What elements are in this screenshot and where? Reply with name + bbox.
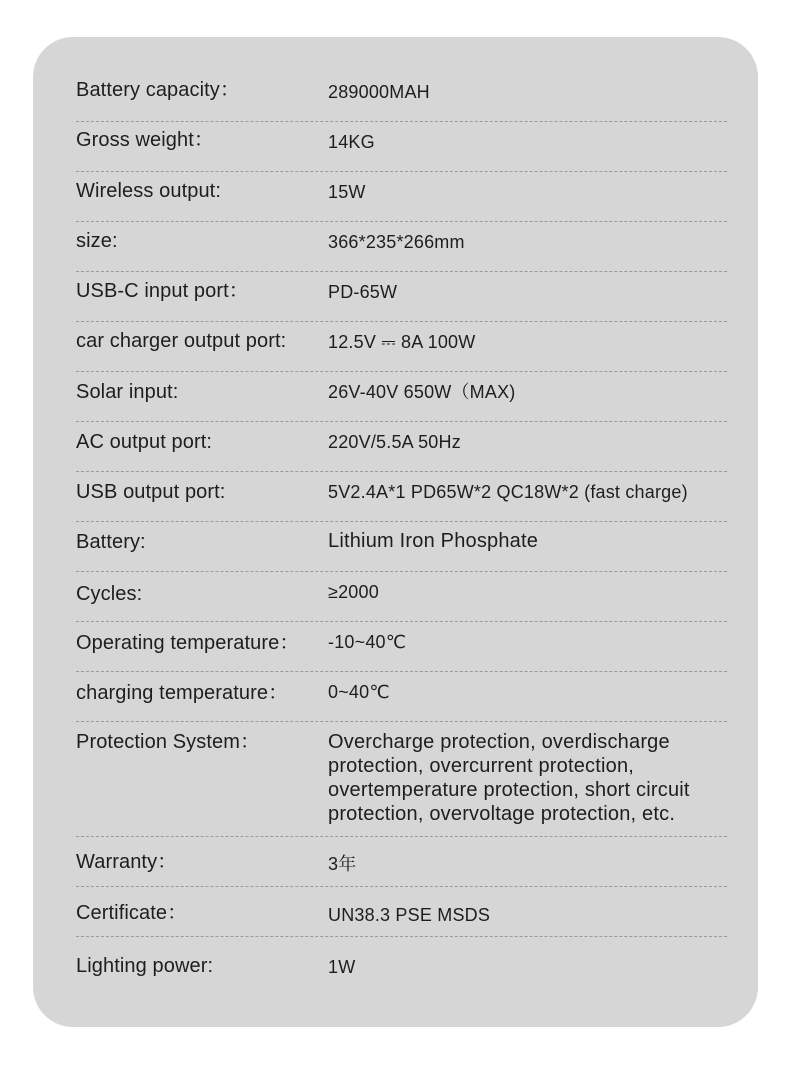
spec-label: Protection System： [76,731,261,753]
spec-row-charging-temperature [76,671,727,722]
spec-row-usb-c-input [76,271,727,322]
spec-label: USB-C input port： [76,280,249,302]
spec-label: Wireless output: [76,180,221,202]
spec-value: 0~40℃ [328,682,390,702]
spec-row-battery-capacity [76,71,727,122]
spec-value: 289000MAH [328,82,430,102]
spec-label: car charger output port: [76,330,287,352]
spec-row-size [76,221,727,272]
spec-value: -10~40℃ [328,632,407,652]
spec-card [33,37,758,1027]
spec-value: 3年 [328,854,357,874]
spec-value: 366*235*266mm [328,232,465,252]
spec-value: 12.5V ⎓ 8A 100W [328,332,476,352]
spec-row-ac-output [76,421,727,472]
spec-label: Operating temperature： [76,632,300,654]
spec-label: USB output port: [76,481,226,503]
spec-label: Lighting power: [76,955,214,977]
spec-value: 15W [328,182,366,202]
spec-value: 14KG [328,132,375,152]
spec-value: 5V2.4A*1 PD65W*2 QC18W*2 (fast charge) [328,482,688,502]
spec-value: Overcharge protection, overdischarge protection, overcurrent protection, overtemperature protection, short circuit protection, overvoltage protection, etc. [328,731,690,825]
spec-row-wireless-output [76,171,727,222]
spec-row-lighting-power [76,936,727,986]
spec-row-cycles [76,571,727,622]
spec-value: 220V/5.5A 50Hz [328,432,461,452]
spec-row-warranty [76,836,727,887]
spec-value: 1W [328,957,356,977]
spec-value: 26V-40V 650W（MAX) [328,382,516,402]
spec-label: size: [76,230,118,252]
spec-label: Solar input: [76,381,179,403]
spec-value: PD-65W [328,282,398,302]
spec-row-certificate [76,886,727,937]
spec-value: UN38.3 PSE MSDS [328,905,491,925]
spec-row-car-charger-output [76,321,727,372]
spec-label: charging temperature： [76,682,289,704]
spec-row-gross-weight [76,121,727,172]
spec-value: ≥2000 [328,582,379,602]
spec-row-solar-input [76,371,727,422]
spec-label: Warranty： [76,851,178,873]
spec-row-operating-temperature [76,621,727,672]
spec-label: Gross weight： [76,129,215,151]
spec-label: Certificate： [76,902,188,924]
spec-row-usb-output [76,471,727,522]
spec-label: AC output port: [76,431,213,453]
spec-label: Battery capacity： [76,79,240,101]
spec-label: Cycles: [76,583,143,605]
spec-row-protection-system [76,721,727,837]
spec-value: Lithium Iron Phosphate [328,530,539,552]
spec-row-battery [76,521,727,572]
spec-label: Battery: [76,531,146,553]
